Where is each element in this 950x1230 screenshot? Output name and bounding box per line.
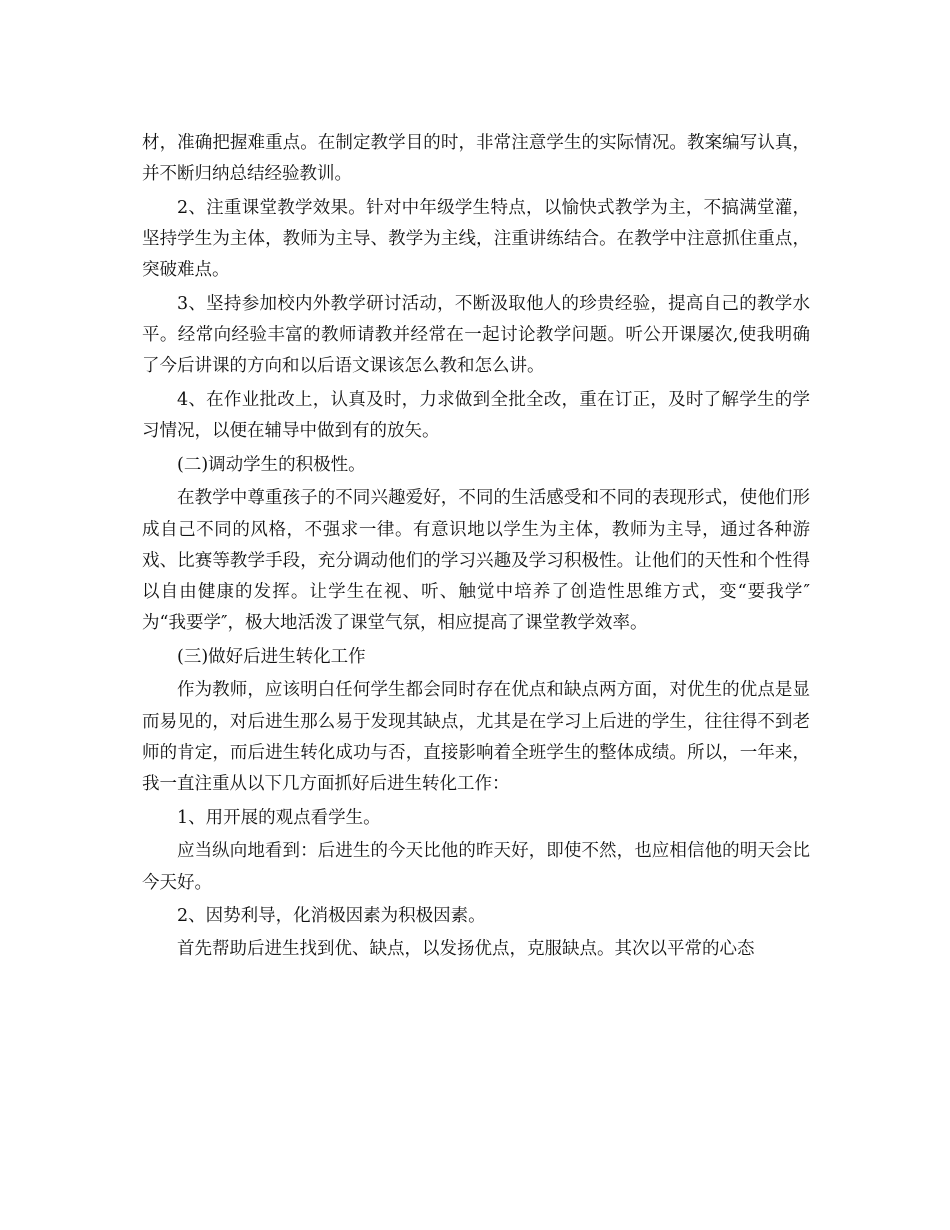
paragraph-item-2: 2、注重课堂教学效果。针对中年级学生特点，以愉快式教学为主，不搞满堂灌，坚持学生为主体，教师为主导、教学为主线，注重讲练结合。在教学中注意抓住重点，突破难点。 xyxy=(142,197,810,281)
paragraph-underachievers: 作为教师，应该明白任何学生都会同时存在优点和缺点两方面，对优生的优点是显而易见的，对后进生那么易于发现其缺点，尤其是在学习上后进的学生，往往得不到老师的肯定，而后进生转化成功与否，直接影响着全班学生的整体成绩。所以，一年来，我一直注重从以下几方面抓好后进生转化工作： xyxy=(142,680,810,795)
subheading-item-2: 2、因势利导，化消极因素为积极因素。 xyxy=(177,906,486,926)
paragraph-item-3: 3、坚持参加校内外教学研讨活动，不断汲取他人的珍贵经验，提高自己的教学水平。经常向经验丰富的教师请教并经常在一起讨论教学问题。听公开课屡次,使我明确了今后讲课的方向和以后语文课该怎么教和怎么讲。 xyxy=(142,293,810,377)
document-body xyxy=(142,128,810,968)
paragraph-guidance: 首先帮助后进生找到优、缺点，以发扬优点，克服缺点。其次以平常的心态 xyxy=(177,939,755,960)
paragraph-development-view: 应当纵向地看到：后进生的今天比他的昨天好，即使不然，也应相信他的明天会比今天好。 xyxy=(142,841,810,893)
paragraph-item-4: 4、在作业批改上，认真及时，力求做到全批全改，重在订正，及时了解学生的学习情况，以便在辅导中做到有的放矢。 xyxy=(142,389,810,442)
paragraph-continuation: 材，准确把握难重点。在制定教学目的时，非常注意学生的实际情况。教案编写认真，并不断归纳总结经验教训。 xyxy=(142,133,810,185)
section-heading-3: (三)做好后进生转化工作 xyxy=(177,646,366,667)
paragraph-motivation: 在教学中尊重孩子的不同兴趣爱好，不同的生活感受和不同的表现形式，使他们形成自己不同的风格，不强求一律。有意识地以学生为主体，教师为主导，通过各种游戏、比赛等教学手段，充分调动他们的学习兴趣及学习积极性。让他们的天性和个性得以自由健康的发挥。让学生在视、听、触觉中培养了创造性思维方式，变“要我学″为“我要学″，极大地活泼了课堂气氛，相应提高了课堂教学效率。 xyxy=(142,488,810,634)
subheading-item-1: 1、用开展的观点看学生。 xyxy=(177,807,381,828)
section-heading-2: (二)调动学生的积极性。 xyxy=(177,454,366,475)
